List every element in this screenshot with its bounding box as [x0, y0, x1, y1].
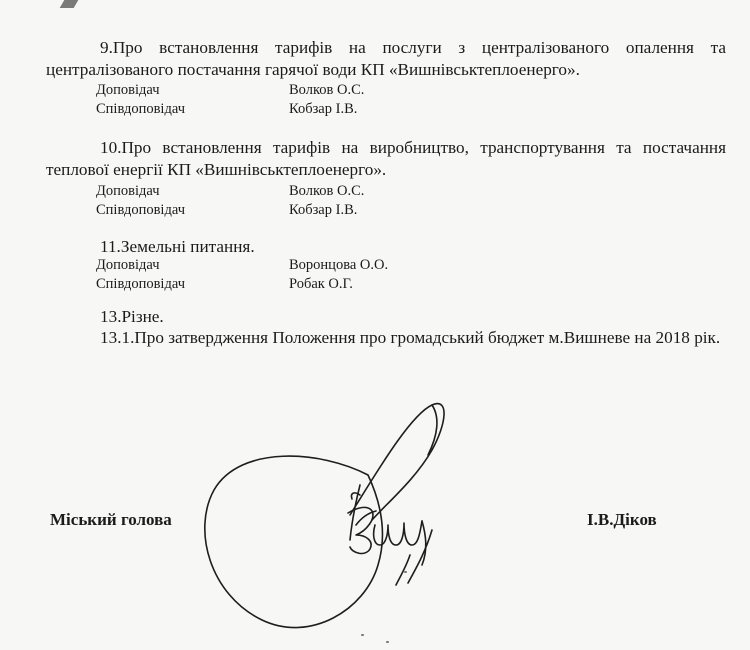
agenda-item-10: 10.Про встановлення тарифів на виробництво, транспортування та постачання теплової енергії КП «Вишнівськтеплоенерго».	[46, 138, 726, 179]
speaker-role: Доповідач	[96, 257, 160, 273]
scan-speck	[404, 571, 407, 573]
agenda-item-13-heading: 13.Різне.	[100, 307, 164, 326]
cospeaker-role: Співдоповідач	[96, 101, 185, 117]
scan-speck	[361, 634, 364, 636]
cospeaker-name: Кобзар І.В.	[289, 101, 358, 117]
speaker-name: Воронцова О.О.	[289, 257, 389, 273]
speaker-name: Волков О.С.	[289, 183, 365, 199]
speaker-role: Доповідач	[96, 82, 160, 98]
scan-speck	[386, 641, 389, 643]
agenda-item-11: 11.Земельні питання.	[100, 237, 255, 256]
scan-corner-mark	[60, 0, 79, 8]
cospeaker-name: Кобзар І.В.	[289, 202, 358, 218]
speaker-name: Волков О.С.	[289, 82, 365, 98]
cospeaker-role: Співдоповідач	[96, 276, 185, 292]
cospeaker-role: Співдоповідач	[96, 202, 185, 218]
speaker-role: Доповідач	[96, 183, 160, 199]
signature-scribble	[200, 395, 500, 645]
cospeaker-name: Робак О.Г.	[289, 276, 353, 292]
signatory-name: І.В.Діков	[587, 510, 657, 529]
signatory-title: Міський голова	[50, 510, 172, 529]
agenda-item-13-1: 13.1.Про затвердження Положення про громадський бюджет м.Вишневе на 2018 рік.	[100, 328, 721, 347]
agenda-item-9: 9.Про встановлення тарифів на послуги з централізованого опалення та централізованого постачання гарячої води КП «Вишнівськтеплоенерго».	[46, 38, 726, 79]
